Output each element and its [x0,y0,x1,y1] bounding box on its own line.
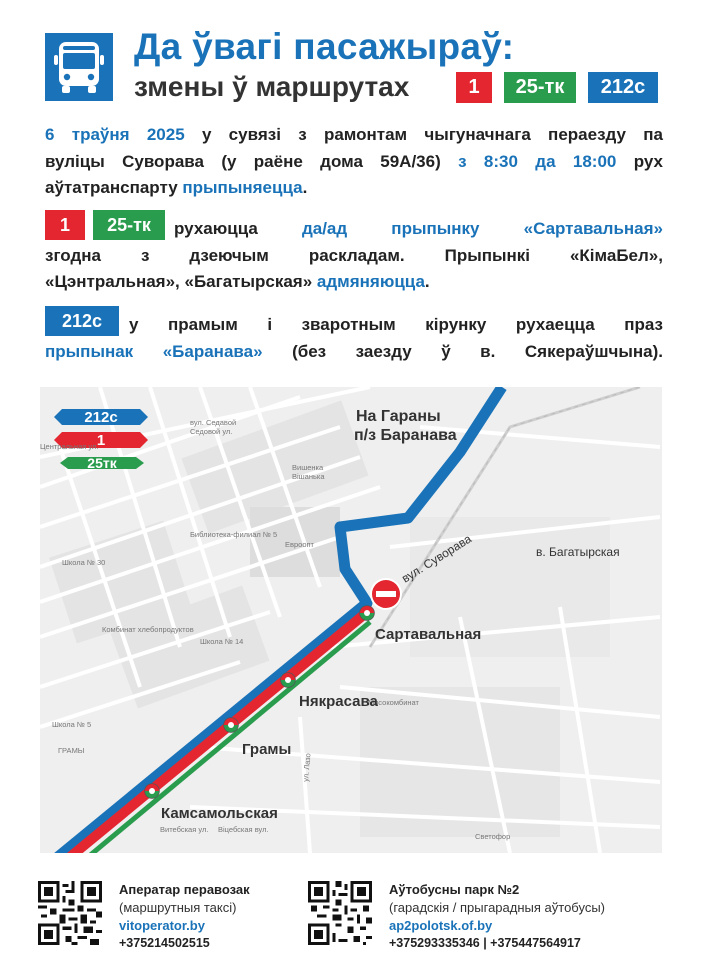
notice-paragraph-2 [45,216,663,296]
notice-paragraph-3 [45,312,663,365]
footer-operator-title: Аператар перавозак [119,882,250,897]
notice-text: «Цэнтральная», «Багатырская» [45,272,317,291]
footer-buspark-link[interactable]: ap2polotsk.of.by [389,918,493,933]
route-badge-1: 1 [456,72,492,103]
legend-label-1: 1 [96,432,106,449]
notice-text: рухаюцца [174,219,302,238]
notice-text: рух [616,151,664,171]
route-badge-1: 1 [45,210,85,240]
map-bg-label: Седовой ул. [190,427,233,436]
street-label-suvorava: вул. Суворава [399,531,474,586]
map-bg-label: Центральная ул. [40,442,99,451]
notice-text: у прамым і зваротным кірунку рухаецца праз [129,315,663,334]
footer-buspark-sub: (гарадскія / прыгарадныя аўтобусы) [389,900,605,915]
page-title: Да ўвагі пасажыраў: [134,26,515,67]
footer-buspark-title: Аўтобусны парк №2 [389,882,520,897]
route-badge-212s: 212с [588,72,658,103]
bus-icon [45,33,113,101]
route-badge-25tk: 25-тк [504,72,576,103]
map-bg-label: Комбинат хлебопродуктов [102,625,194,634]
notice-text: . [302,178,308,197]
direction-label-line2: п/з Баранава [354,427,457,444]
stop-marker-gramy [224,718,238,732]
legend-label-25tk: 25тк [87,455,117,471]
notice-date: 6 траўня 2025 [45,125,185,144]
notice-stop-word: прыпыняецца [182,178,303,197]
no-entry-icon [370,578,402,610]
map-bg-label: Віцебская вул. [218,825,269,834]
map-bg-label: Вішанька [292,472,325,481]
notice-stop-highlight: да/ад прыпынку «Сартавальная» [301,219,663,238]
notice-time: з 8:30 да 18:00 [458,151,617,171]
map-bg-label: Школа № 30 [62,558,106,567]
notice-text: у сувязі з рамонтам чыгуначнага пераезду па [184,125,663,144]
footer-operator-phone: +375214502515 [119,936,210,950]
stop-label-kamsamolskaya: Камсамольская [161,805,278,822]
footer-operator-sub: (маршрутныя таксі) [119,900,237,915]
map-bg-label: Мясокомбинат [368,698,419,707]
stop-marker-nyakrasava [281,673,295,687]
notice-cancelled: адмяняюцца [316,272,425,291]
map-bg-label: Евроопт [285,540,314,549]
stop-marker-sartavalnaya [360,606,374,620]
map-bg-label: Вишенка [292,463,324,472]
direction-label-line1: На Гараны [356,408,441,425]
notice-text: . [424,272,430,291]
notice-paragraph-1 [45,122,663,202]
village-label: в. Багатырская [536,545,620,559]
qr-code-bus-park [308,881,372,945]
legend-label-212s: 212с [84,409,118,426]
notice-stop-highlight: прыпынак «Баранава» [45,341,263,361]
qr-code-operator [38,881,102,945]
map-bg-label: ул. Лазо [301,752,313,783]
map-bg-label: Светофор [475,832,511,841]
footer-operator-link[interactable]: vitoperator.by [119,918,205,933]
stop-label-nyakrasava: Някрасава [299,693,378,710]
stop-label-sartavalnaya: Сартавальная [375,626,482,643]
notice-text: згодна з дзеючым раскладам. Прыпынкі «КімаБел», [45,245,663,265]
notice-text: вуліцы Суворава (у раёне дома 59А/36) [45,151,459,171]
page-subtitle: змены ў маршрутах [134,71,410,102]
map-bg-label: Школа № 5 [52,720,92,729]
notice-text: (без заезду ў в. Сякераўшчына). [262,341,663,361]
map-bg-label: Витебская ул. [160,825,209,834]
route-map [40,387,662,853]
stop-marker-kamsamolskaya [145,784,159,798]
route-badge-212s: 212с [45,306,119,336]
footer-buspark-phone: +375293335346 | +375447564917 [389,936,581,950]
stop-label-gramy: Грамы [242,741,292,758]
map-legend [54,409,148,471]
map-bg-label: Библиотека-филиал № 5 [190,530,278,539]
route-badge-25tk: 25-тк [93,210,165,240]
map-bg-label: ГРАМЫ [58,746,85,755]
map-bg-label: Школа № 14 [200,637,244,646]
notice-text: аўтатранспарту [45,178,183,197]
map-bg-label: вул. Седавой [190,418,237,427]
